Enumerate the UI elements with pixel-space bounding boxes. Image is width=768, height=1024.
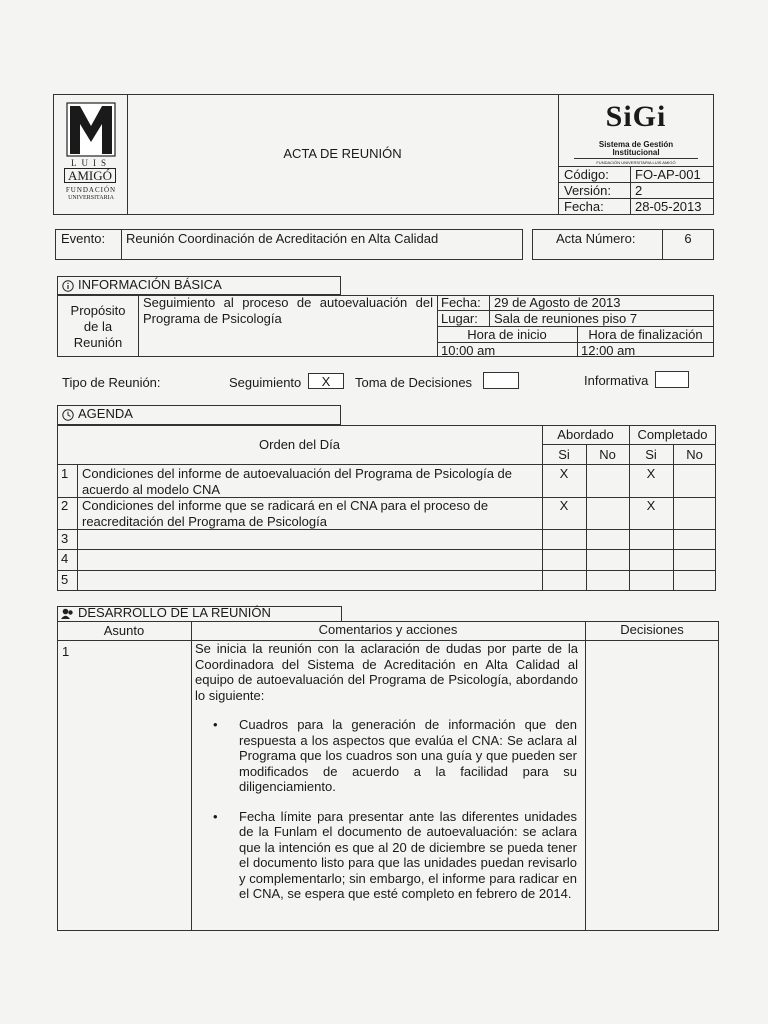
meeting-type-decisiones-label: Toma de Decisiones — [355, 375, 473, 390]
start-time-value: 10:00 am — [441, 343, 496, 358]
meta-code-label: Código: — [564, 166, 609, 182]
agenda-row-abordado-si: X — [559, 498, 569, 513]
lugar-value: Sala de reuniones piso 7 — [494, 311, 638, 326]
fecha-label: Fecha: — [441, 295, 481, 310]
development-comentarios-header: Comentarios y acciones — [318, 622, 458, 637]
purpose-label: Propósito de la Reunión — [70, 303, 126, 350]
agenda-completado-si-header: Si — [645, 446, 657, 462]
institution-logo-line4: UNIVERSITARIA — [68, 195, 114, 201]
institution-logo-line3: FUNDACIÓN — [65, 186, 117, 194]
agenda-completado-no-header: No — [686, 446, 703, 462]
meta-date-label: Fecha: — [564, 198, 604, 214]
meta-version-value: 2 — [635, 182, 643, 198]
clock-icon — [62, 409, 74, 421]
agenda-abordado-no-header: No — [599, 446, 616, 462]
end-time-label: Hora de finalización — [588, 327, 703, 342]
agenda-title: AGENDA — [78, 406, 133, 421]
institution-logo-emblem — [66, 102, 116, 157]
meeting-type-seguimiento-checkbox[interactable]: X — [308, 373, 344, 389]
basic-info-title: INFORMACIÓN BÁSICA — [78, 277, 222, 292]
agenda-row-abordado-si: X — [559, 466, 569, 481]
agenda-row-num: 1 — [61, 466, 69, 481]
development-intro: Se inicia la reunión con la aclaración de dudas por parte de la Coordinadora del Sistema de Acreditación en Alta Calidad al equipo de autoevaluación del Programa de Psicología, abordando lo siguiente: — [195, 641, 578, 703]
event-label: Evento: — [61, 231, 106, 246]
development-asunto-header: Asunto — [103, 623, 145, 638]
development-bullets — [213, 717, 577, 916]
agenda-orden-header: Orden del Día — [259, 437, 340, 452]
meta-code-value: FO-AP-001 — [635, 166, 701, 182]
agenda-row-text: Condiciones del informe de autoevaluación del Programa de Psicología de acuerdo al modelo CNA — [82, 466, 512, 497]
agenda-row-text: Condiciones del informe que se radicará en el CNA para el proceso de reacreditación del Programa de Psicología — [82, 498, 489, 529]
development-asunto: 1 — [62, 644, 70, 659]
meeting-type-label: Tipo de Reunión: — [62, 375, 161, 390]
agenda-completado-header: Completado — [637, 427, 708, 442]
agenda-abordado-header: Abordado — [557, 427, 614, 442]
meeting-type-seguimiento-label: Seguimiento — [229, 375, 302, 390]
end-time-value: 12:00 am — [581, 343, 636, 358]
development-decisiones-header: Decisiones — [620, 622, 684, 637]
agenda-row-num: 4 — [61, 551, 69, 566]
meeting-type-decisiones-checkbox[interactable] — [483, 372, 519, 389]
agenda-row-num: 3 — [61, 531, 69, 546]
acta-label: Acta Número: — [556, 231, 636, 246]
meta-version-label: Versión: — [564, 182, 611, 198]
development-bullet-item: • Fecha límite para presentar ante las diferentes unidades de la Funlam el documento de autoevaluación: se aclara que la intención es que al 20 de diciembre se pueda tener el documento listo para que las unidades puedan revisarlo y complementarlo; sin embargo, el informe para radicar en el CNA, se espera que esté completo en febrero de 2014. — [213, 809, 577, 902]
acta-number: 6 — [684, 231, 692, 246]
sigi-logo-small: FUNDACIÓN UNIVERSITARIA LUIS AMIGÓ — [574, 158, 698, 165]
agenda-row-num: 2 — [61, 498, 69, 513]
document-title: ACTA DE REUNIÓN — [283, 146, 402, 161]
lugar-label: Lugar: — [441, 311, 478, 326]
purpose-value: Seguimiento al proceso de autoevaluación del Programa de Psicología — [143, 295, 433, 326]
sigi-logo-brand: SiGi — [605, 100, 667, 133]
development-bullet-item: • Cuadros para la generación de información que den respuesta a los aspectos que evalúa el CNA: Se aclara al Programa que los cuadros son una guía y que pueden ser modificados de acuerdo a la facilidad para su diligenciamiento. — [213, 717, 577, 795]
institution-logo-line2: AMIGÓ — [64, 168, 116, 183]
sigi-logo — [560, 96, 712, 166]
meeting-type-informativa-checkbox[interactable] — [655, 371, 689, 388]
event-value: Reunión Coordinación de Acreditación en Alta Calidad — [126, 231, 439, 246]
header-divider-right — [558, 94, 559, 215]
fecha-value: 29 de Agosto de 2013 — [494, 295, 621, 310]
institution-logo-line1: LUIS — [71, 158, 111, 168]
people-icon — [61, 608, 74, 620]
development-title: DESARROLLO DE LA REUNIÓN — [78, 605, 271, 620]
agenda-row-completado-si: X — [646, 466, 656, 481]
sigi-logo-subtitle2: Institucional — [612, 148, 660, 157]
agenda-row-num: 5 — [61, 572, 69, 587]
info-icon — [62, 280, 74, 292]
agenda-abordado-si-header: Si — [558, 446, 570, 462]
start-time-label: Hora de inicio — [467, 327, 547, 342]
institution-logo — [60, 100, 122, 208]
agenda-row-completado-si: X — [646, 498, 656, 513]
meta-date-value: 28-05-2013 — [635, 198, 702, 214]
sigi-logo-subtitle1: Sistema de Gestión — [598, 140, 674, 149]
meeting-type-informativa-label: Informativa — [584, 373, 649, 388]
